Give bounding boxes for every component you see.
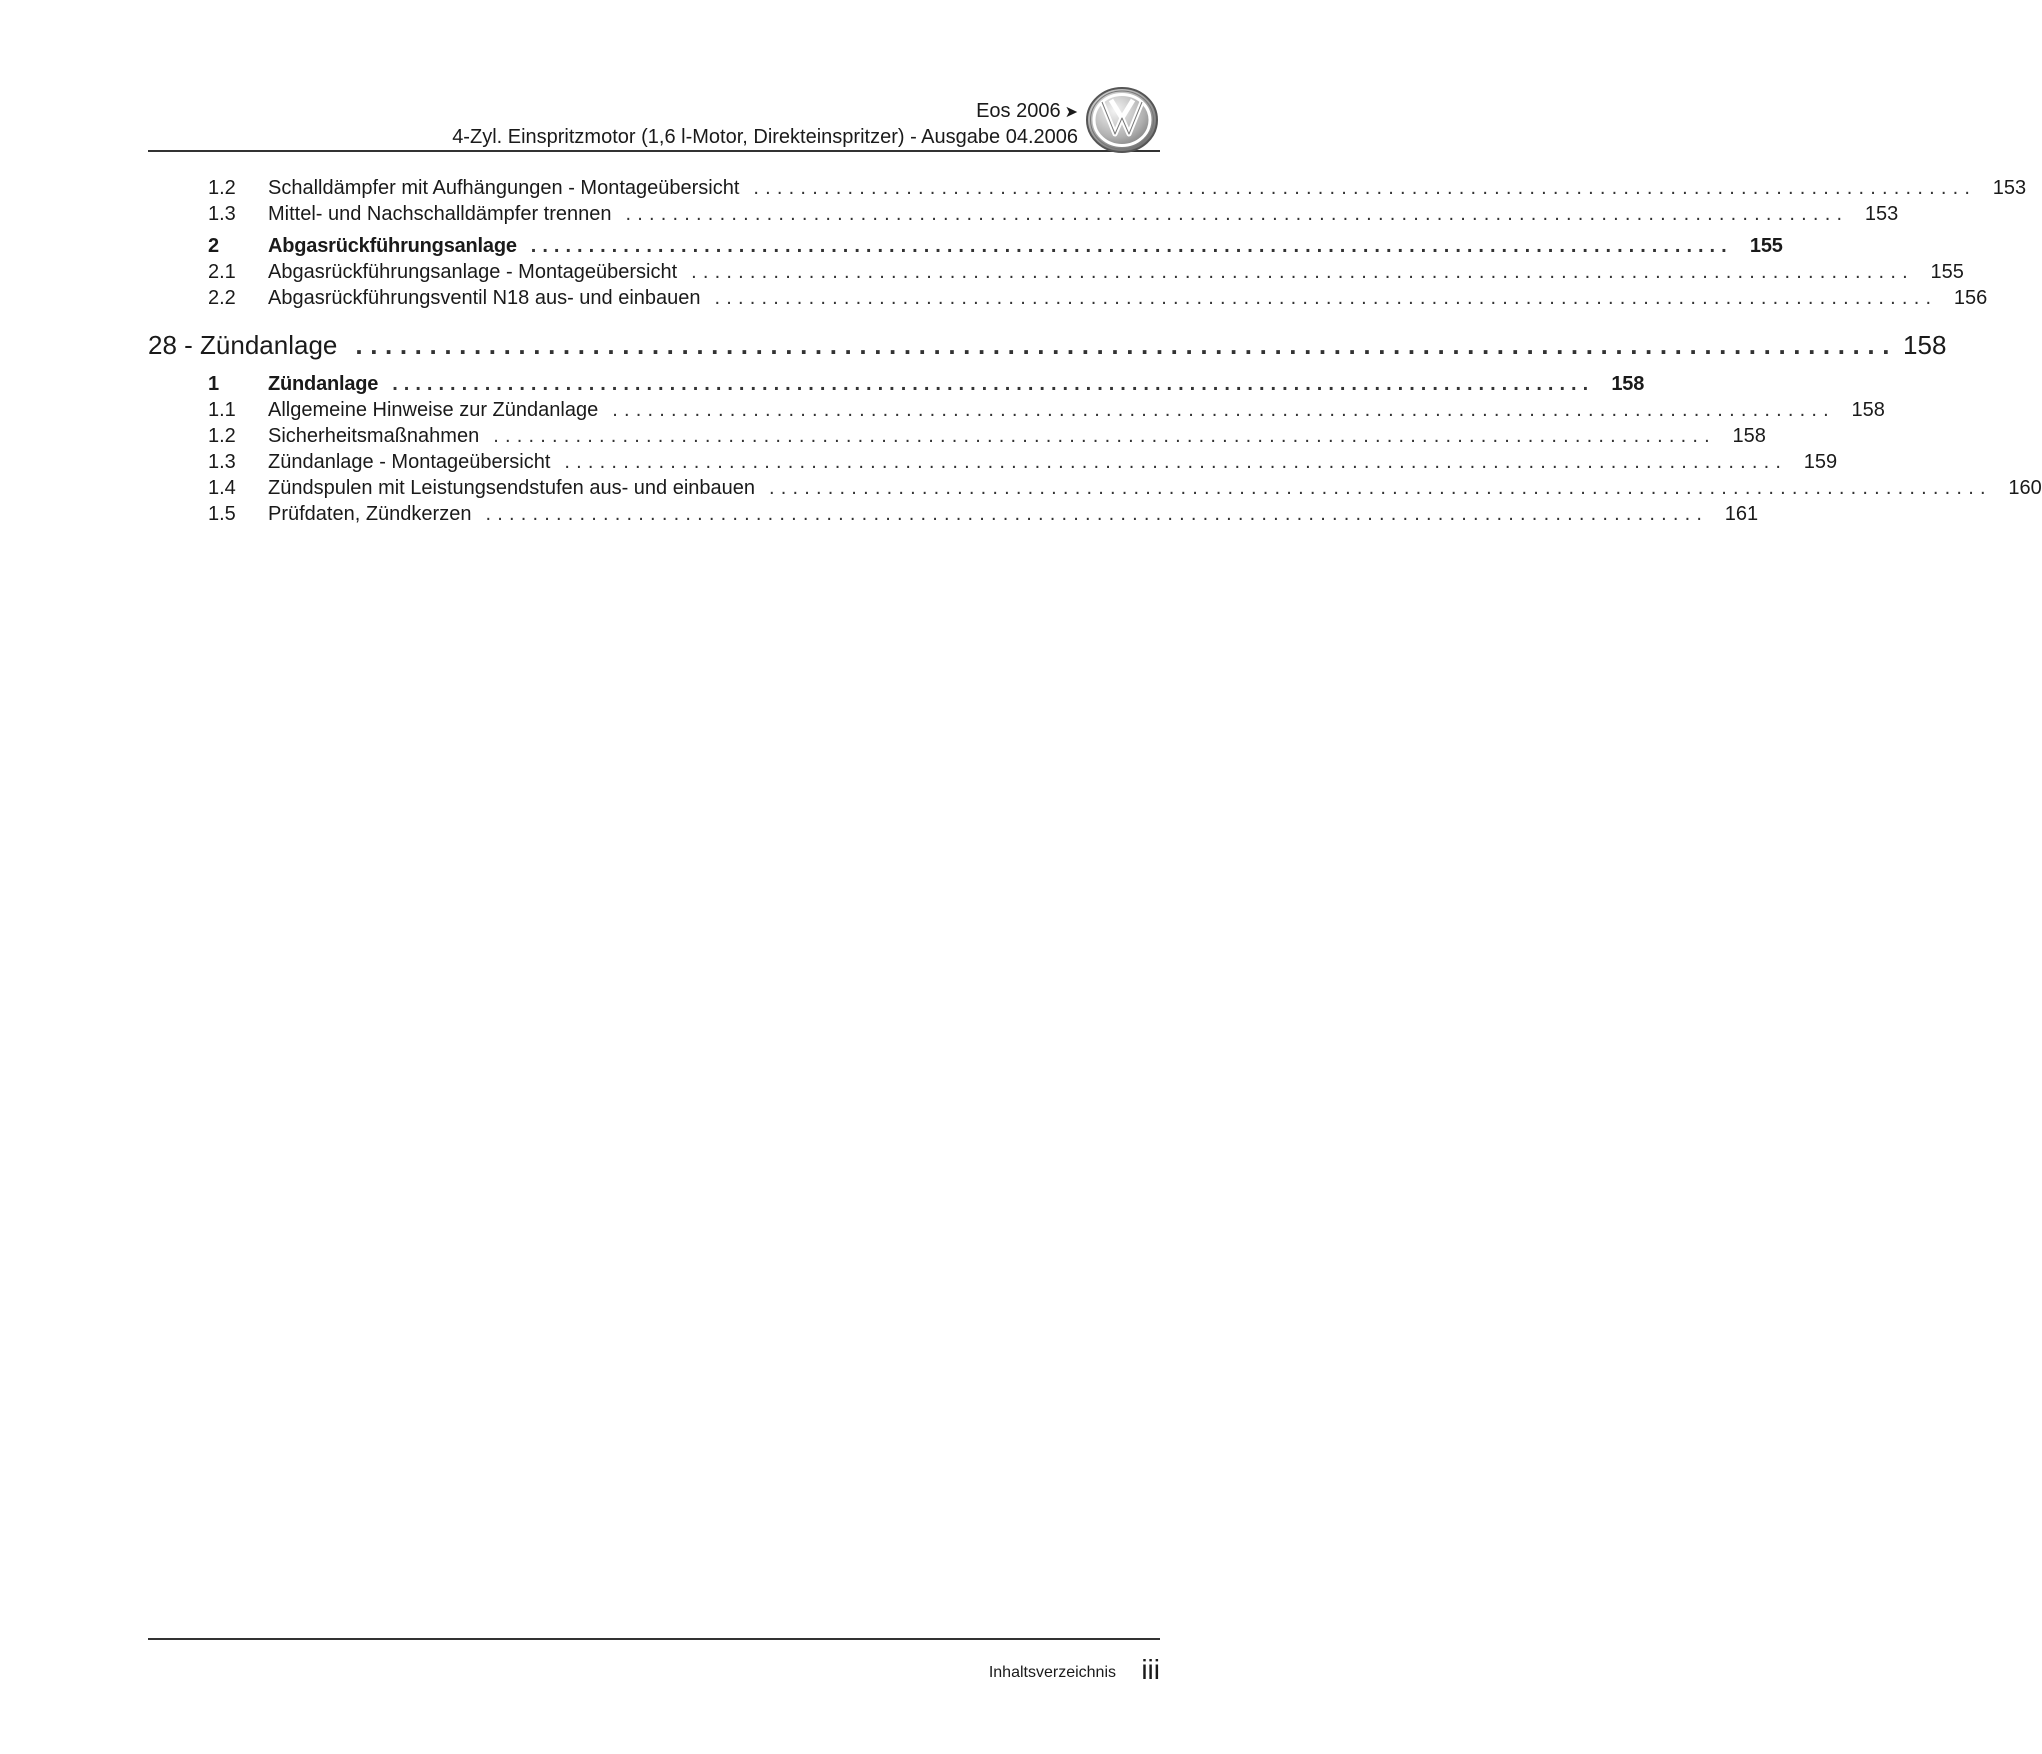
page-footer xyxy=(148,1638,1160,1685)
page-header xyxy=(148,86,1160,152)
dot-leader: ........................................................................................................ xyxy=(753,177,1977,199)
dot-leader: ........................................................................................................ xyxy=(530,235,1733,257)
toc-entry[interactable] xyxy=(148,475,2042,501)
toc-entry-number: 1.2 xyxy=(208,425,236,447)
table-of-contents xyxy=(148,175,2042,527)
toc-entry-title: Zündspulen mit Leistungsendstufen aus- und einbauen xyxy=(268,477,756,499)
header-model xyxy=(976,100,1078,124)
dot-leader: ........................................................................................................ xyxy=(485,503,1709,525)
dot-leader: ........................................................................................................ xyxy=(564,451,1788,473)
toc-section-entry[interactable] xyxy=(148,233,1783,259)
toc-entry[interactable] xyxy=(148,285,1988,311)
toc-section-title: Abgasrückführungsanlage xyxy=(268,235,517,257)
toc-entry[interactable] xyxy=(148,175,2027,201)
toc-entry-title: Abgasrückführungsventil N18 aus- und einbauen xyxy=(268,287,701,309)
arrow-right-icon: ➤ xyxy=(1064,104,1078,121)
footer-page-number: iii xyxy=(1141,1654,1160,1685)
toc-entry[interactable] xyxy=(148,423,1766,449)
toc-section-page: 158 xyxy=(1611,373,1645,395)
toc-entry[interactable] xyxy=(148,259,1964,285)
toc-entry[interactable] xyxy=(148,397,1885,423)
header-model-text: Eos 2006 xyxy=(976,100,1061,122)
toc-entry-page: 155 xyxy=(1930,261,1964,283)
vw-logo-icon xyxy=(1084,86,1160,154)
toc-entry-page: 153 xyxy=(1864,203,1899,225)
toc-entry-page: 158 xyxy=(1732,425,1766,447)
toc-section-page: 155 xyxy=(1749,235,1783,257)
dot-leader: ........................................................................................................ xyxy=(691,261,1914,283)
dot-leader: ........................................................................................................ xyxy=(392,373,1595,395)
toc-entry-page: 156 xyxy=(1953,287,1988,309)
toc-entry-title: Sicherheitsmaßnahmen xyxy=(268,425,480,447)
toc-entry-number: 1.3 xyxy=(208,203,236,225)
toc-section-entry[interactable] xyxy=(148,371,1645,397)
toc-entry-page: 153 xyxy=(1992,177,2027,199)
footer-section-label: Inhaltsverzeichnis xyxy=(988,1664,1116,1681)
dot-leader: ........................................................................................................ xyxy=(612,399,1835,421)
toc-entry-number: 2.2 xyxy=(208,287,236,309)
toc-entry-page: 160 xyxy=(2008,477,2042,499)
toc-section-number: 1 xyxy=(208,373,219,395)
toc-entry-number: 2.1 xyxy=(208,261,236,283)
toc-entry-number: 1.4 xyxy=(208,477,236,499)
dot-leader: ........................................................................................................ xyxy=(355,330,1898,360)
toc-chapter-title: 28 - Zündanlage xyxy=(148,330,338,360)
toc-entry-title: Mittel- und Nachschalldämpfer trennen xyxy=(268,203,612,225)
toc-chapter-page: 158 xyxy=(1903,330,1947,360)
toc-entry-title: Allgemeine Hinweise zur Zündanlage xyxy=(268,399,599,421)
toc-entry-number: 1.2 xyxy=(208,177,236,199)
toc-entry-number: 1.1 xyxy=(208,399,236,421)
toc-entry[interactable] xyxy=(148,449,1838,475)
dot-leader: ........................................................................................................ xyxy=(714,287,1938,309)
toc-entry-title: Schalldämpfer mit Aufhängungen - Montageübersicht xyxy=(268,177,740,199)
dot-leader: ........................................................................................................ xyxy=(625,203,1849,225)
footer-divider xyxy=(148,1638,1160,1640)
toc-entry[interactable] xyxy=(148,501,1759,527)
toc-entry-page: 158 xyxy=(1851,399,1885,421)
toc-entry-page: 161 xyxy=(1724,503,1759,525)
toc-entry-number: 1.5 xyxy=(208,503,236,525)
header-divider xyxy=(148,150,1160,152)
toc-entry[interactable] xyxy=(148,201,1899,227)
toc-chapter-entry[interactable] xyxy=(148,325,1947,365)
header-subtitle: 4-Zyl. Einspritzmotor (1,6 l-Motor, Direkteinspritzer) - Ausgabe 04.2006 xyxy=(452,126,1078,148)
toc-entry-page: 159 xyxy=(1803,451,1838,473)
toc-entry-title: Zündanlage - Montageübersicht xyxy=(268,451,551,473)
toc-entry-title: Prüfdaten, Zündkerzen xyxy=(268,503,472,525)
dot-leader: ........................................................................................................ xyxy=(493,425,1716,447)
toc-entry-number: 1.3 xyxy=(208,451,236,473)
toc-section-number: 2 xyxy=(208,235,219,257)
dot-leader: ........................................................................................................ xyxy=(769,477,1992,499)
toc-entry-title: Abgasrückführungsanlage - Montageübersicht xyxy=(268,261,678,283)
toc-section-title: Zündanlage xyxy=(268,373,379,395)
